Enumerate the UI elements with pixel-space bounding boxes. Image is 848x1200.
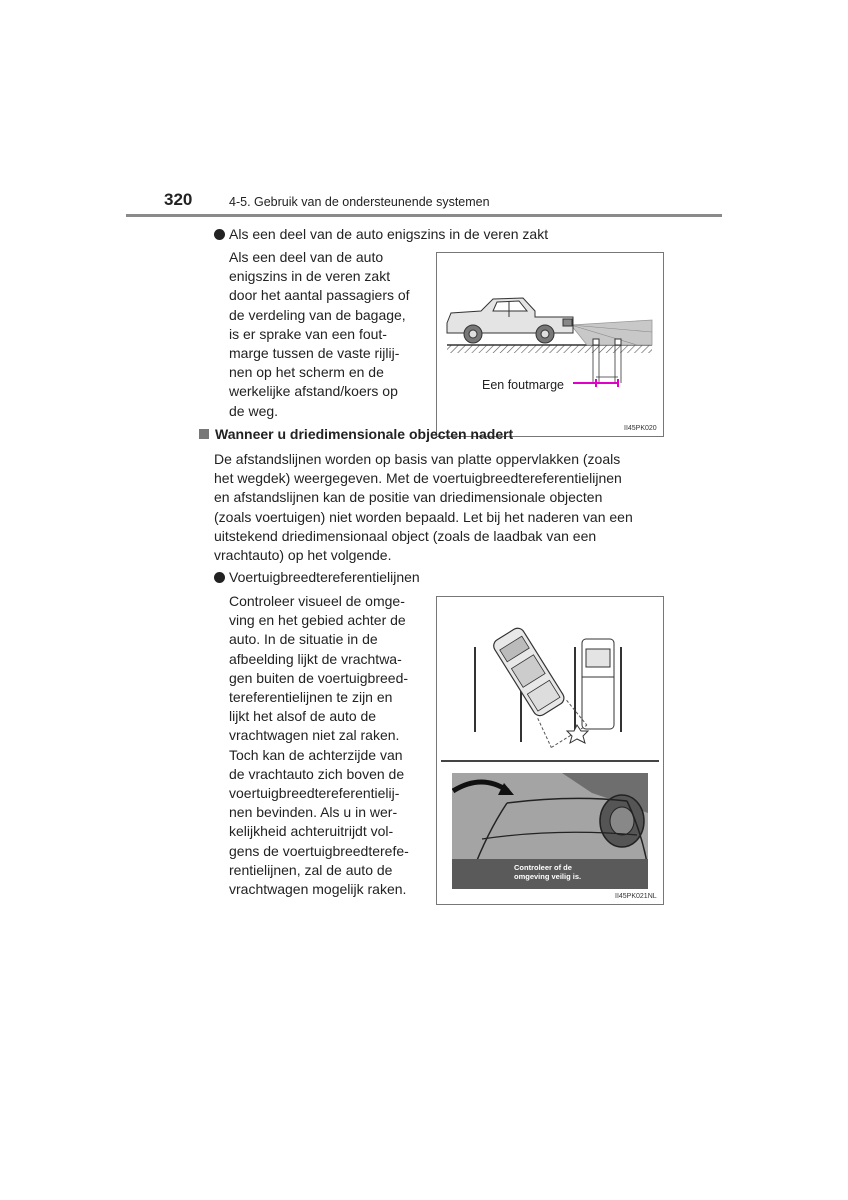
text-line: voertuigbreedtereferentielij- bbox=[229, 785, 400, 802]
text-line: Controleer visueel de omge- bbox=[229, 593, 405, 609]
paragraph-3d-objects bbox=[214, 450, 658, 565]
text-line: vrachtwagen mogelijk raken. bbox=[229, 881, 407, 898]
text-line: uitstekend driedimensionaal object (zoals de laadbak van een bbox=[214, 527, 597, 544]
text-line: ving en het gebied achter de bbox=[229, 612, 406, 629]
text-line: de verdeling van de bagage, bbox=[229, 306, 406, 323]
text-line: enigszins in de veren zakt bbox=[229, 268, 391, 285]
text-line: en afstandslijnen kan de positie van driedimensionale objecten bbox=[214, 489, 603, 506]
top-down-illustration bbox=[437, 597, 663, 757]
text-line: door het aantal passagiers of bbox=[229, 287, 410, 304]
text-line: werkelijke afstand/koers op bbox=[229, 383, 398, 400]
text-line: vrachtwagen niet zal raken. bbox=[229, 727, 400, 744]
bullet-heading-suspension bbox=[214, 224, 548, 244]
figure-divider bbox=[441, 760, 659, 762]
text-line: de weg. bbox=[229, 402, 279, 419]
text-line: lijkt het alsof de auto de bbox=[229, 708, 377, 725]
text-line: afbeelding lijkt de vrachtwa- bbox=[229, 650, 402, 667]
text-line: gen buiten de voertuigbreed- bbox=[229, 669, 409, 686]
figure-code: II45PK021NL bbox=[615, 893, 657, 900]
paragraph-width-lines bbox=[229, 592, 424, 899]
square-bullet-icon bbox=[199, 429, 209, 439]
camera-screen bbox=[452, 773, 648, 889]
section-heading bbox=[199, 426, 513, 442]
figure-width-lines bbox=[436, 596, 664, 905]
text-line: rentielijnen, zal de auto de bbox=[229, 861, 393, 878]
text-line: marge tussen de vaste rijlij- bbox=[229, 345, 400, 362]
header-divider bbox=[126, 214, 722, 217]
text-line: tereferentielijnen te zijn en bbox=[229, 689, 393, 706]
screen-message-line: omgeving veilig is. bbox=[514, 872, 582, 881]
text-line: nen bevinden. Als u in wer- bbox=[229, 804, 398, 821]
text-line: (zoals voertuigen) niet worden bepaald. Let bij het naderen van een bbox=[214, 508, 633, 525]
text-line: auto. In de situatie in de bbox=[229, 631, 378, 648]
section-title: 4-5. Gebruik van de ondersteunende systemen bbox=[229, 195, 490, 209]
figure-caption: Een foutmarge bbox=[482, 378, 564, 392]
text-line: het wegdek) weergegeven. Met de voertuigbreedtereferentielijnen bbox=[214, 470, 622, 487]
text-line: De afstandslijnen worden op basis van platte oppervlakken (zoals bbox=[214, 451, 621, 467]
bullet-icon bbox=[214, 572, 225, 583]
pickup-sinking-illustration bbox=[437, 253, 663, 436]
bullet-label: Voertuigbreedtereferentielijnen bbox=[229, 569, 420, 585]
paragraph-suspension bbox=[229, 248, 424, 421]
page-number: 320 bbox=[164, 190, 193, 209]
figure-code: II45PK020 bbox=[624, 425, 657, 432]
bullet-heading-width-lines bbox=[214, 567, 420, 587]
screen-message-line: Controleer of de bbox=[514, 863, 572, 872]
text-line: nen op het scherm en de bbox=[229, 364, 384, 381]
text-line: vrachtauto) op het volgende. bbox=[214, 547, 392, 564]
bullet-icon bbox=[214, 229, 225, 240]
bullet-label: Als een deel van de auto enigszins in de veren zakt bbox=[229, 226, 549, 242]
reversing-car bbox=[488, 623, 587, 747]
text-line: gens de voertuigbreedterefe- bbox=[229, 842, 409, 859]
text-line: is er sprake van een fout- bbox=[229, 325, 387, 342]
figure-error-margin bbox=[436, 252, 664, 437]
section-heading-label: Wanneer u driedimensionale objecten nadert bbox=[215, 426, 514, 442]
text-line: Toch kan de achterzijde van bbox=[229, 746, 403, 763]
text-line: de vrachtauto zich boven de bbox=[229, 765, 405, 782]
text-line: Als een deel van de auto bbox=[229, 249, 384, 265]
parked-truck bbox=[582, 639, 614, 729]
screen-message bbox=[514, 863, 581, 881]
text-line: kelijkheid achteruitrijdt vol- bbox=[229, 823, 394, 840]
pickup-truck bbox=[447, 298, 573, 343]
